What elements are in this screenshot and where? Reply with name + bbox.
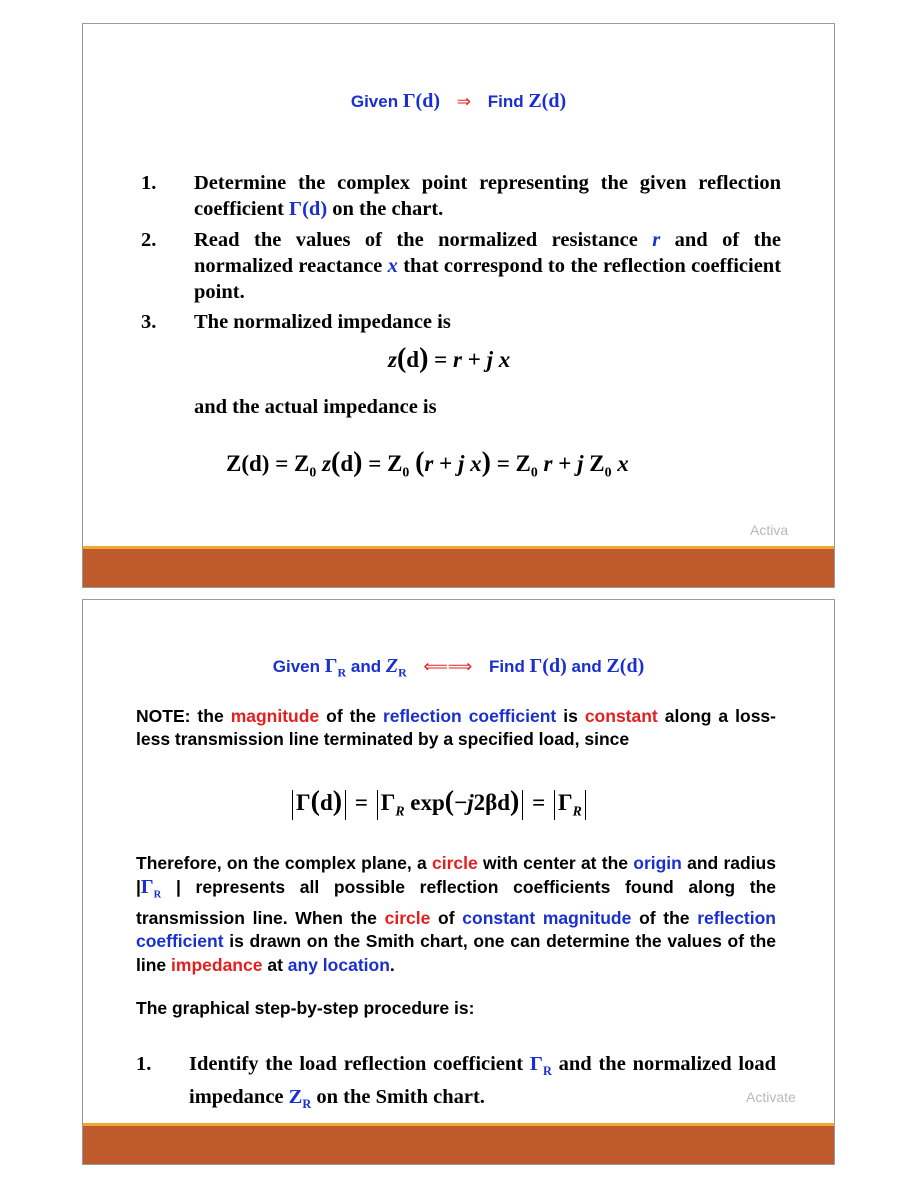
implies-arrow: ⇒ bbox=[456, 92, 471, 111]
step-1: 1. Determine the complex point representing the given reflection coefficient Γ(d) on the chart. bbox=[141, 172, 781, 220]
magnitude-equation: $\Gamma(d) = \Gamma_R$ $\exp(-j2\beta d) = \Gamma_R$ bbox=[289, 786, 589, 820]
slide-1-title: Given Γ(d) ⇒ Find Z(d) bbox=[350, 90, 567, 112]
slide-2 bbox=[82, 599, 835, 1165]
slide-2-title: Given $\Gamma_R$ and $Z_R$ ⟸⟹ Find Γ(d) and Z(d) bbox=[272, 655, 645, 680]
note-paragraph: NOTE: the magnitude of the reflection coefficient is constant along a loss-less transmission line terminated by a specified load, since bbox=[136, 706, 776, 749]
actual-impedance-text: and the actual impedance is bbox=[194, 396, 437, 418]
step-2: 2. Read the values of the normalized resistance r and of the normalized reactance x that correspond to the reflection coefficient point. bbox=[141, 229, 782, 303]
step-3: 3. The normalized impedance is bbox=[141, 311, 451, 333]
procedure-heading: The graphical step-by-step procedure is: bbox=[136, 998, 475, 1018]
slide-1 bbox=[82, 23, 835, 588]
activate-watermark: Activate bbox=[746, 1089, 796, 1105]
footer-bar bbox=[83, 549, 834, 587]
activate-watermark: Activa bbox=[750, 522, 789, 538]
footer-bar bbox=[83, 1126, 834, 1164]
iff-arrow: ⟸⟹ bbox=[423, 657, 473, 676]
normalized-impedance-equation: z(d) = r + j x bbox=[388, 343, 511, 374]
therefore-paragraph: Therefore, on the complex plane, a circle with center at the origin and radius $|\Gamma_R$ | represents all possible reflection coefficients found along the transmission line. When the circle of constant magnitude of the reflection coefficient is drawn on the Smith chart, one can determine the values of the line impedance at any location. bbox=[136, 853, 777, 975]
actual-impedance-equation: $Z(d) = Z_0$ $z(d) = Z_0$ (r + j $x) = Z_0$ r + j $Z_0$ x bbox=[226, 447, 629, 480]
procedure-step-1: 1. Identify the load reflection coefficient $\Gamma_R$ and the normalized load impedance $Z_R$ on the Smith chart. bbox=[136, 1053, 777, 1112]
